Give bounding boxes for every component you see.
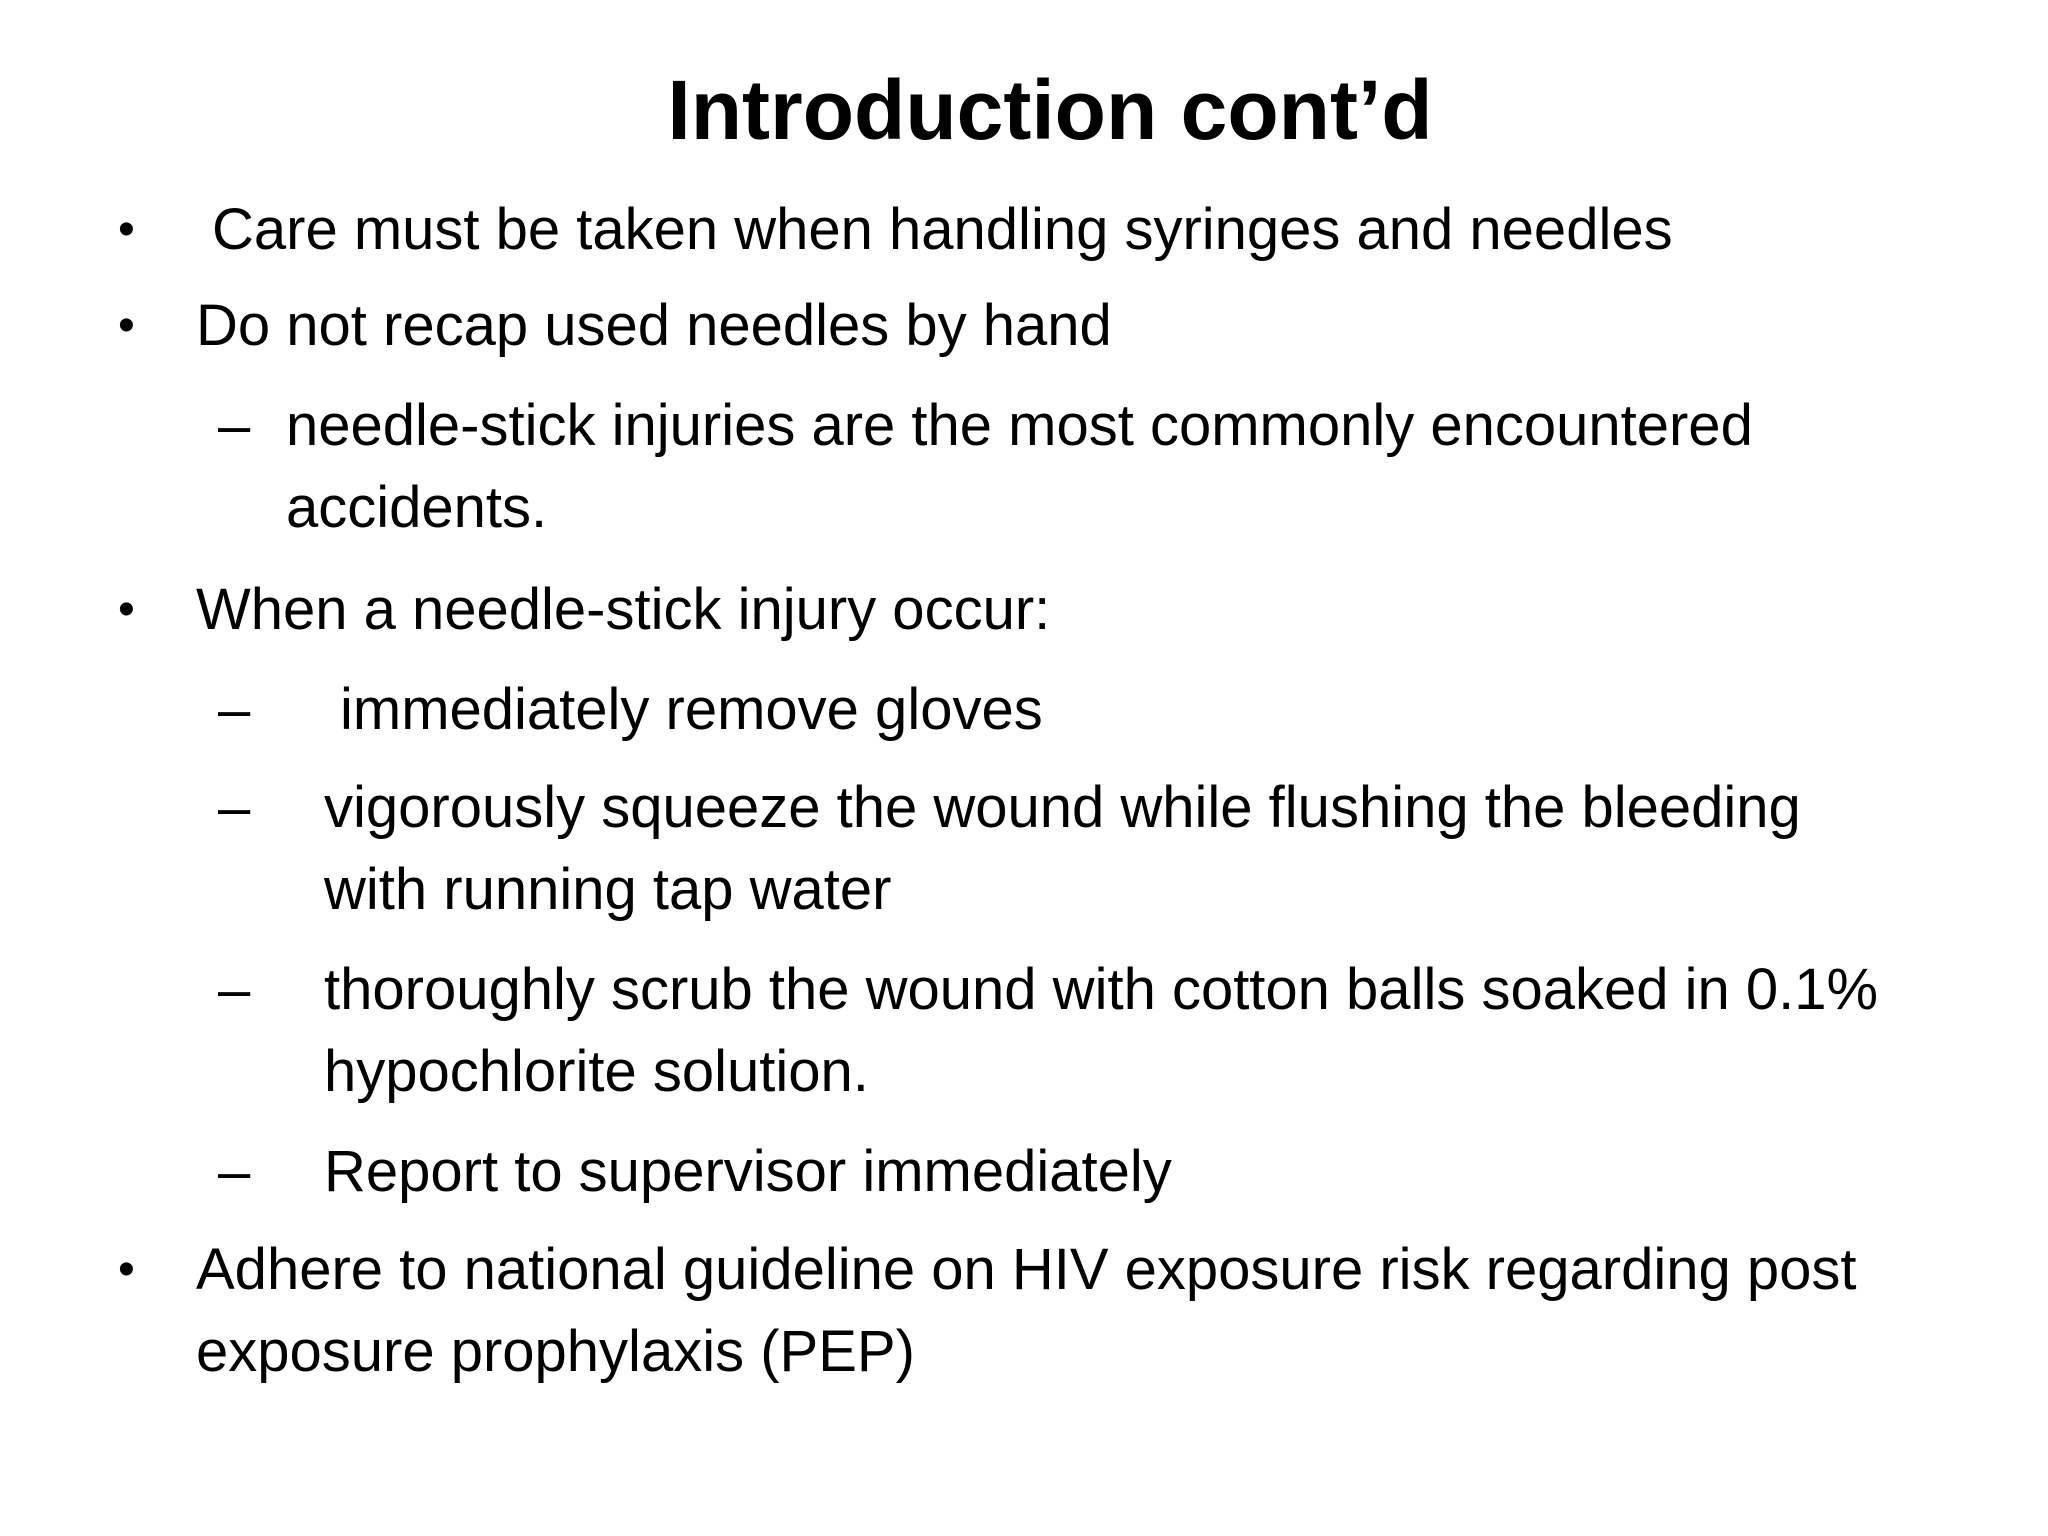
- bullet-text: Do not recap used needles by hand: [196, 293, 1112, 358]
- sub-bullet-text: vigorously squeeze the wound while flushing the bleeding: [324, 775, 1801, 840]
- dash-icon: –: [218, 393, 251, 458]
- bullet-icon: •: [118, 1243, 135, 1296]
- bullet-text: Adhere to national guideline on HIV exposure risk regarding post: [196, 1237, 1857, 1302]
- dash-icon: –: [218, 957, 251, 1022]
- bullet-icon: •: [118, 203, 135, 256]
- dash-icon: –: [218, 1139, 251, 1204]
- bullet-text: Care must be taken when handling syringes and needles: [212, 197, 1673, 262]
- dash-icon: –: [218, 677, 251, 742]
- sub-bullet-text: immediately remove gloves: [340, 677, 1043, 742]
- slide-title: Introduction cont’d: [667, 63, 1433, 157]
- sub-bullet-text: needle-stick injuries are the most commonly encountered: [286, 393, 1753, 458]
- sub-bullet-text: thoroughly scrub the wound with cotton balls soaked in 0.1%: [324, 957, 1879, 1022]
- bullet-text-continued: exposure prophylaxis (PEP): [196, 1319, 915, 1384]
- dash-icon: –: [218, 775, 251, 840]
- bullet-icon: •: [118, 299, 135, 352]
- sub-bullet-text-continued: hypochlorite solution.: [324, 1039, 869, 1104]
- bullet-text: When a needle-stick injury occur:: [196, 577, 1051, 642]
- bullet-icon: •: [118, 583, 135, 636]
- sub-bullet-text: Report to supervisor immediately: [324, 1139, 1172, 1204]
- sub-bullet-text-continued: accidents.: [286, 475, 548, 540]
- sub-bullet-text-continued: with running tap water: [324, 857, 892, 922]
